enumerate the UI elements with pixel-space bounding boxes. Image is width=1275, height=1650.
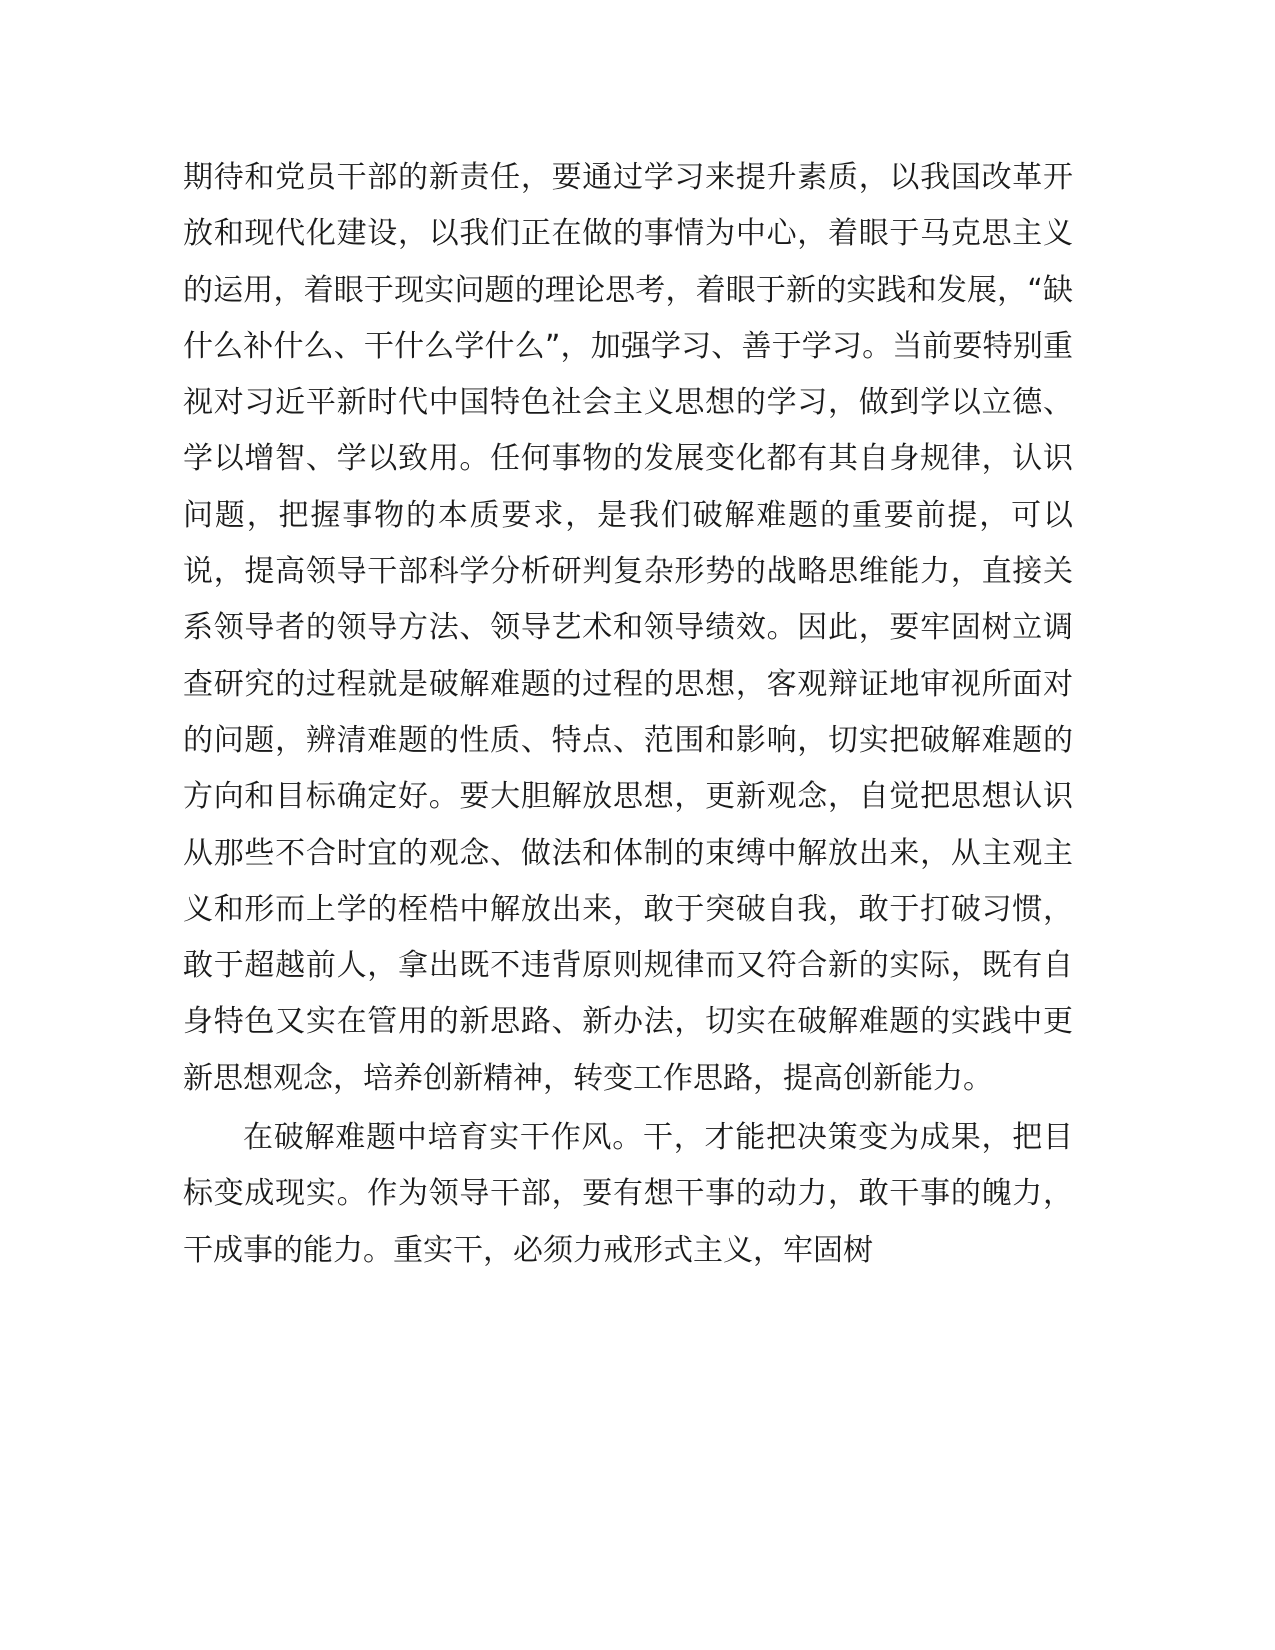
paragraph-2: 在破解难题中培育实干作风。干，才能把决策变为成果，把目标变成现实。作为领导干部，要有想干事的动力，敢干事的魄力，干成事的能力。重实干，必须力戒形式主义，牢固树 (183, 1120, 1073, 1268)
paragraph-1: 期待和党员干部的新责任，要通过学习来提升素质，以我国改革开放和现代化建设，以我们正在做的事情为中心，着眼于马克思主义的运用，着眼于现实问题的理论思考，着眼于新的实践和发展，“缺什么补什么、干什么学什么”，加强学习、善于学习。当前要特别重视对习近平新时代中国特色社会主义思想的学习，做到学以立德、学以增智、学以致用。任何事物的发展变化都有其自身规律，认识问题，把握事物的本质要求，是我们破解难题的重要前提，可以说，提高领导干部科学分析研判复杂形势的战略思维能力，直接关系领导者的领导方法、领导艺术和领导绩效。因此，要牢固树立调查研究的过程就是破解难题的过程的思想，客观辩证地审视所面对的问题，辨清难题的性质、特点、范围和影响，切实把破解难题的方向和目标确定好。要大胆解放思想，更新观念，自觉把思想认识从那些不合时宜的观念、做法和体制的束缚中解放出来，从主观主义和形而上学的桎梏中解放出来，敢于突破自我，敢于打破习惯，敢于超越前人，拿出既不违背原则规律而又符合新的实际，既有自身特色又实在管用的新思路、新办法，切实在破解难题的实践中更新思想观念，培养创新精神，转变工作思路，提高创新能力。 (183, 160, 1073, 1096)
document-body (183, 150, 1073, 1279)
